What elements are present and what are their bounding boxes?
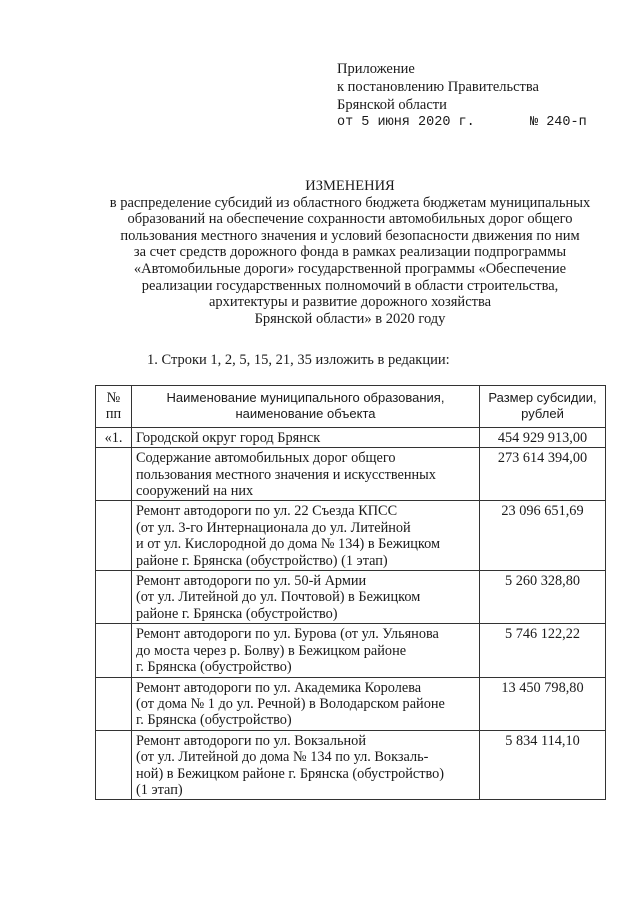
row-number: [96, 730, 132, 800]
title-line: пользования местного значения и условий безопасности движения по ним: [120, 227, 580, 244]
subsidy-table: [95, 385, 606, 800]
row-name: Ремонт автодороги по ул. 22 Съезда КПСС (от ул. 3-го Интернационала до ул. Литейной и от ул. Кислородной до дома № 134) в Бежицком районе г. Брянска (обустройство) (1 этап): [132, 501, 480, 571]
row-name: Ремонт автодороги по ул. 50-й Армии (от ул. Литейной до ул. Почтовой) в Бежицком районе г. Брянска (обустройство): [132, 571, 480, 624]
title-line: образований на обеспечение сохранности автомобильных дорог общего: [127, 211, 573, 228]
title-line: «Автомобильные дороги» государственной программы «Обеспечение: [133, 260, 567, 277]
row-amount: 23 096 651,69: [480, 501, 606, 571]
table-row: [96, 624, 606, 677]
row-amount: 454 929 913,00: [480, 427, 606, 447]
row-number: «1.: [96, 427, 132, 447]
title-line: архитектуры и развитие дорожного хозяйства: [208, 294, 492, 311]
title-line: реализации государственных полномочий в области строительства,: [141, 277, 559, 294]
document-title: [60, 178, 640, 327]
header-amount: Размер субсидии, рублей: [480, 386, 606, 428]
annex-number: № 240-п: [530, 115, 587, 130]
table-row: [96, 427, 606, 447]
annex-title: Приложение: [337, 61, 415, 77]
table-row: [96, 571, 606, 624]
row-number: [96, 624, 132, 677]
row-number: [96, 677, 132, 730]
row-amount: 5 746 122,22: [480, 624, 606, 677]
title-line: в распределение субсидий из областного бюджета бюджетам муниципальных: [109, 194, 591, 211]
row-name: Городской округ город Брянск: [132, 427, 480, 447]
table-row: [96, 730, 606, 800]
row-amount: 5 260 328,80: [480, 571, 606, 624]
row-name: Ремонт автодороги по ул. Вокзальной (от ул. Литейной до дома № 134 по ул. Вокзаль- ной) в Бежицком районе г. Брянска (обустройство) (1 этап): [132, 730, 480, 800]
header-name: Наименование муниципального образования, наименование объекта: [132, 386, 480, 428]
title-heading: ИЗМЕНЕНИЯ: [305, 178, 395, 194]
intro-paragraph: 1. Строки 1, 2, 5, 15, 21, 35 изложить в редакции:: [147, 352, 450, 368]
title-line: Брянской области» в 2020 году: [254, 310, 446, 327]
annex-region: Брянской области: [337, 97, 447, 113]
annex-date: от 5 июня 2020 г.: [337, 115, 475, 130]
table-row: [96, 448, 606, 501]
row-number: [96, 571, 132, 624]
table-row: [96, 677, 606, 730]
row-name: Содержание автомобильных дорог общего пользования местного значения и искусственных сооружений на них: [132, 448, 480, 501]
row-name: Ремонт автодороги по ул. Бурова (от ул. Ульянова до моста через р. Болву) в Бежицком районе г. Брянска (обустройство): [132, 624, 480, 677]
annex-block: [337, 60, 587, 132]
row-number: [96, 501, 132, 571]
header-num: № пп: [96, 386, 132, 428]
row-amount: 13 450 798,80: [480, 677, 606, 730]
table-header-row: [96, 386, 606, 428]
row-amount: 273 614 394,00: [480, 448, 606, 501]
annex-decree: к постановлению Правительства: [337, 79, 539, 95]
row-amount: 5 834 114,10: [480, 730, 606, 800]
row-number: [96, 448, 132, 501]
title-line: за счет средств дорожного фонда в рамках реализации подпрограммы: [133, 244, 567, 261]
row-name: Ремонт автодороги по ул. Академика Королева (от дома № 1 до ул. Речной) в Володарском районе г. Брянска (обустройство): [132, 677, 480, 730]
table-row: [96, 501, 606, 571]
